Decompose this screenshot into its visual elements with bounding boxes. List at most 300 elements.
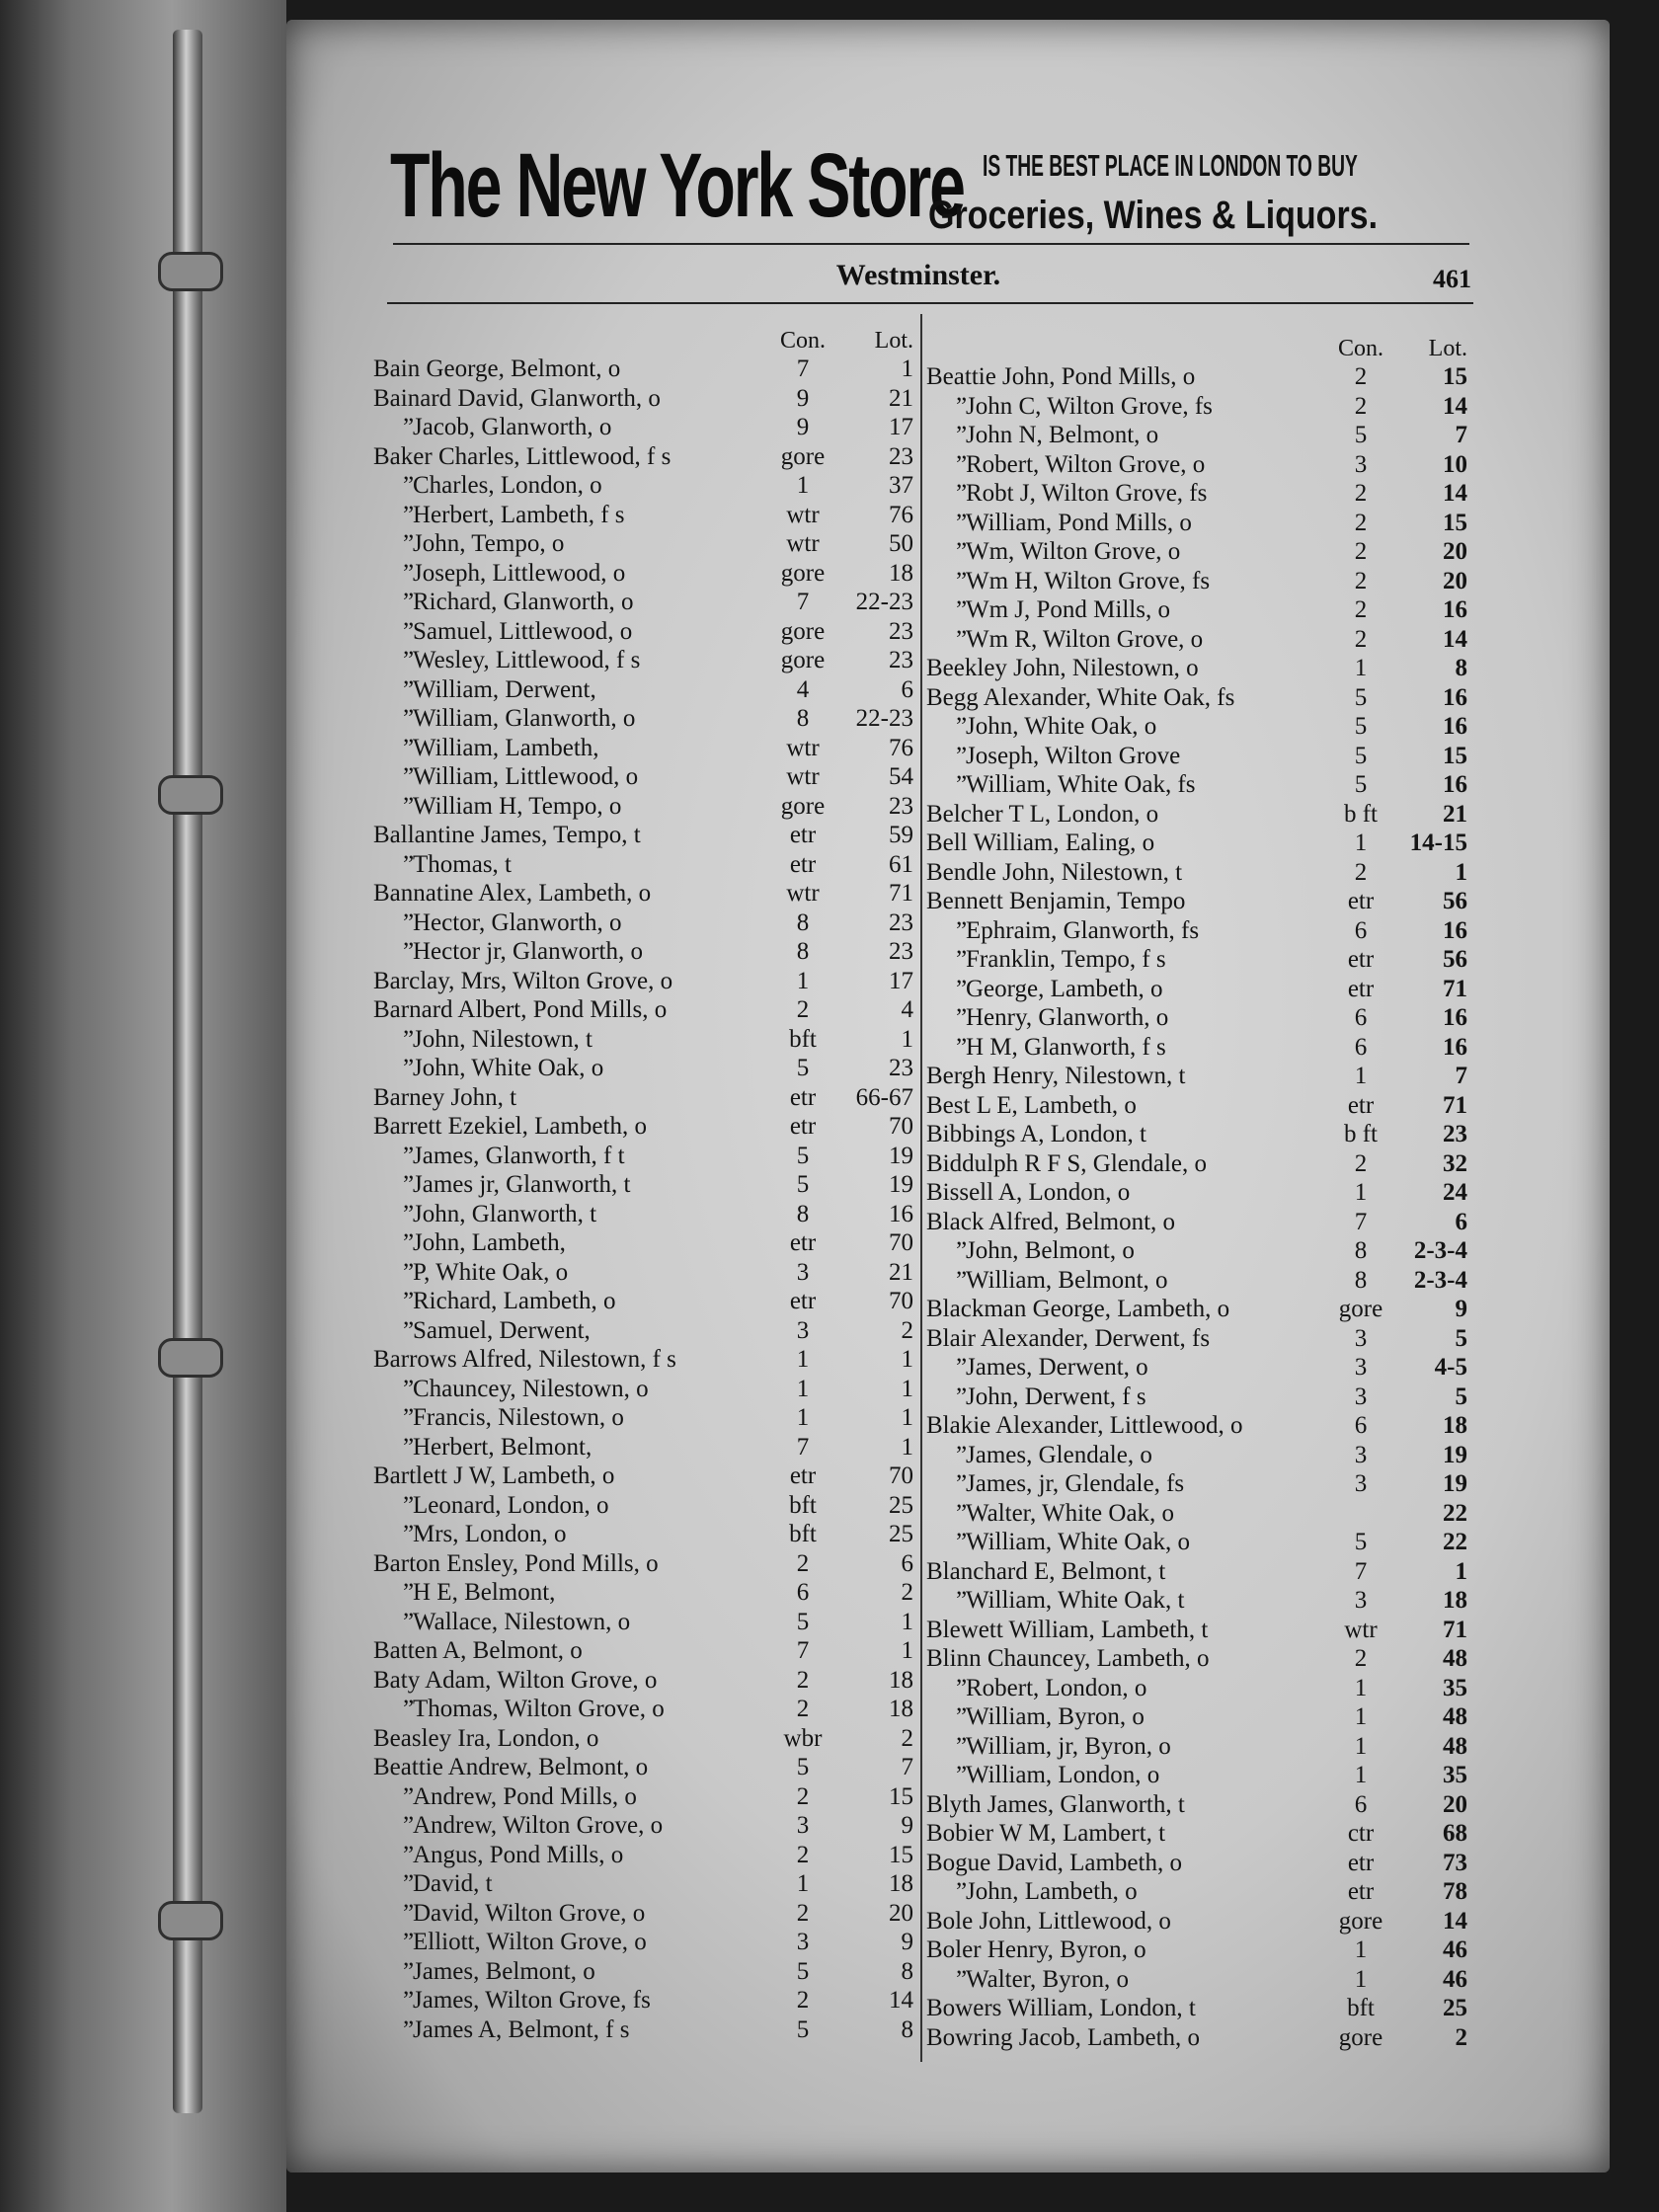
- ditto-mark: ”: [403, 1812, 415, 1839]
- entry-lot: 16: [1443, 771, 1467, 798]
- ditto-mark: ”: [403, 1579, 415, 1606]
- directory-entry: [926, 1645, 1469, 1675]
- ditto-mark: ”: [403, 1899, 415, 1927]
- entry-lot: 16: [1443, 596, 1467, 623]
- directory-entry: [926, 1617, 1469, 1646]
- entry-concession: 1: [1354, 1703, 1368, 1730]
- entry-lot: 1: [901, 1346, 913, 1373]
- entry-concession: 2: [1354, 567, 1368, 594]
- ditto-mark: ”: [403, 589, 415, 615]
- entry-name: Hector jr, Glanworth, o: [413, 938, 643, 965]
- directory-entry: [373, 1346, 911, 1376]
- directory-entry: [373, 1229, 911, 1259]
- directory-entry: [926, 1092, 1469, 1122]
- directory-entry: [926, 713, 1469, 743]
- entry-concession: etr: [789, 822, 817, 848]
- section-rule: [387, 302, 1473, 304]
- directory-entry: [926, 451, 1469, 481]
- entry-name: Thomas, t: [413, 850, 512, 878]
- ditto-mark: ”: [956, 480, 968, 507]
- entry-name: Herbert, Lambeth, f s: [413, 501, 625, 528]
- ditto-mark: ”: [403, 530, 415, 557]
- entry-name: James, Derwent, o: [966, 1354, 1148, 1381]
- binder-spine: [173, 30, 202, 2113]
- header-rule: [393, 243, 1469, 245]
- directory-entry: [926, 510, 1469, 539]
- directory-entry: [373, 1550, 911, 1580]
- entry-name: Joseph, Wilton Grove: [966, 742, 1181, 769]
- entry-name: John, White Oak, o: [966, 713, 1157, 740]
- entry-name: Leonard, London, o: [413, 1491, 609, 1519]
- entry-lot: 1: [901, 1637, 913, 1664]
- entry-lot: 23: [889, 442, 913, 470]
- directory-entry: [373, 938, 911, 968]
- directory-entry: [373, 560, 911, 590]
- entry-lot: 15: [1443, 363, 1467, 390]
- entry-lot: 16: [1443, 1033, 1467, 1061]
- entry-concession: 2: [1354, 538, 1368, 565]
- entry-name: John, White Oak, o: [413, 1055, 604, 1081]
- entry-lot: 7: [1455, 1063, 1467, 1089]
- directory-entry: [926, 1470, 1469, 1500]
- entry-concession: 1: [1354, 1762, 1368, 1788]
- entry-concession: etr: [1347, 1849, 1375, 1876]
- ditto-mark: ”: [956, 422, 968, 448]
- entry-concession: 5: [796, 1957, 810, 1985]
- column-header: [926, 336, 1469, 363]
- entry-name: Barney John, t: [373, 1083, 517, 1111]
- entry-concession: 5: [796, 1171, 810, 1198]
- entry-name: Blyth James, Glanworth, t: [926, 1790, 1185, 1818]
- entry-concession: 5: [1354, 1529, 1368, 1555]
- page-number: 461: [1433, 265, 1471, 293]
- entry-concession: bft: [789, 1521, 817, 1547]
- entry-name: Robert, Wilton Grove, o: [966, 450, 1206, 478]
- entry-lot: 70: [889, 1288, 913, 1314]
- entry-name: Robert, London, o: [966, 1674, 1147, 1701]
- directory-entry: [373, 1958, 911, 1988]
- entry-lot: 68: [1443, 1820, 1467, 1847]
- entry-name: Blakie Alexander, Littlewood, o: [926, 1412, 1243, 1439]
- directory-entry: [926, 976, 1469, 1005]
- entry-name: Wm, Wilton Grove, o: [966, 538, 1181, 565]
- directory-entry: [373, 1492, 911, 1522]
- entry-concession: etr: [1347, 1091, 1375, 1119]
- ditto-mark: ”: [403, 1025, 415, 1053]
- entry-concession: 3: [1354, 1324, 1368, 1352]
- entry-concession: 1: [1354, 1063, 1368, 1089]
- directory-entry: [373, 1113, 911, 1143]
- store-goods: Groceries, Wines & Liquors.: [928, 194, 1379, 237]
- entry-lot: 71: [1443, 1616, 1467, 1643]
- entry-lot: 14: [1443, 392, 1467, 420]
- entry-concession: etr: [1347, 946, 1375, 973]
- entry-concession: 8: [796, 938, 810, 965]
- directory-entry: [373, 1783, 911, 1813]
- entry-name: Black Alfred, Belmont, o: [926, 1208, 1176, 1235]
- entry-lot: 16: [1443, 713, 1467, 740]
- directory-entry: [373, 1900, 911, 1930]
- entry-name: Richard, Glanworth, o: [413, 589, 634, 615]
- entry-concession: wtr: [786, 734, 820, 761]
- entry-name: William, White Oak, t: [966, 1587, 1185, 1614]
- entry-concession: gore: [780, 442, 826, 470]
- entry-lot: 61: [889, 850, 913, 878]
- ditto-mark: ”: [956, 1965, 968, 1993]
- entry-concession: 5: [1354, 713, 1368, 740]
- entry-lot: 16: [1443, 916, 1467, 944]
- ditto-mark: ”: [403, 1288, 415, 1314]
- directory-entry: [926, 1063, 1469, 1092]
- entry-concession: 2: [796, 996, 810, 1023]
- entry-name: Best L E, Lambeth, o: [926, 1091, 1137, 1119]
- entry-name: Bartlett J W, Lambeth, o: [373, 1462, 615, 1489]
- entry-concession: 9: [796, 414, 810, 440]
- entry-concession: 7: [1354, 1208, 1368, 1235]
- entry-lot: 17: [889, 967, 913, 994]
- entry-concession: gore: [1338, 2023, 1383, 2051]
- ditto-mark: ”: [956, 1033, 968, 1061]
- ditto-mark: ”: [956, 1878, 968, 1905]
- ditto-mark: ”: [403, 1375, 415, 1402]
- entry-concession: etr: [789, 1288, 817, 1314]
- entry-name: John, Glanworth, t: [413, 1200, 597, 1227]
- entry-concession: 6: [1354, 1004, 1368, 1031]
- ditto-mark: ”: [403, 763, 415, 790]
- entry-concession: 6: [1354, 1033, 1368, 1061]
- directory-entry: [926, 596, 1469, 626]
- entry-lot: 1: [901, 1025, 913, 1053]
- entry-name: Bendle John, Nilestown, t: [926, 858, 1183, 886]
- entry-concession: 1: [796, 1404, 810, 1431]
- entry-concession: wtr: [786, 501, 820, 528]
- ditto-mark: ”: [956, 625, 968, 653]
- ditto-mark: ”: [403, 559, 415, 587]
- entry-lot: 14: [889, 1987, 913, 2014]
- ditto-mark: ”: [403, 1608, 415, 1635]
- directory-entry: [926, 830, 1469, 859]
- ditto-mark: ”: [403, 1229, 415, 1256]
- entry-name: Hector, Glanworth, o: [413, 908, 622, 936]
- ditto-mark: ”: [403, 1404, 415, 1431]
- entry-concession: 4: [796, 675, 810, 703]
- entry-lot: 76: [889, 734, 913, 761]
- entry-concession: etr: [1347, 975, 1375, 1002]
- entry-name: Wallace, Nilestown, o: [413, 1608, 631, 1635]
- ditto-mark: ”: [956, 1470, 968, 1497]
- directory-entry: [926, 1791, 1469, 1821]
- entry-lot: 15: [1443, 742, 1467, 769]
- ditto-mark: ”: [956, 1529, 968, 1555]
- entry-lot: 2: [901, 1316, 913, 1344]
- entry-concession: bft: [1347, 1995, 1375, 2021]
- binder-ring: [158, 775, 223, 815]
- ditto-mark: ”: [403, 1258, 415, 1286]
- ditto-mark: ”: [956, 916, 968, 944]
- entry-lot: 48: [1443, 1645, 1467, 1672]
- directory-entry: [926, 1966, 1469, 1996]
- ditto-mark: ”: [956, 596, 968, 623]
- entry-lot: 19: [1443, 1441, 1467, 1468]
- entry-lot: 1: [901, 1404, 913, 1431]
- directory-entry: [926, 1442, 1469, 1471]
- ditto-mark: ”: [956, 1703, 968, 1730]
- entry-lot: 18: [1443, 1412, 1467, 1439]
- entry-concession: 2: [1354, 1645, 1368, 1672]
- entry-name: Blanchard E, Belmont, t: [926, 1557, 1166, 1585]
- directory-entry: [926, 859, 1469, 889]
- entry-lot: 16: [889, 1200, 913, 1227]
- entry-lot: 71: [1443, 975, 1467, 1002]
- entry-concession: 1: [1354, 1179, 1368, 1206]
- entry-lot: 16: [1443, 1004, 1467, 1031]
- entry-concession: wtr: [786, 763, 820, 790]
- entry-lot: 23: [889, 938, 913, 965]
- entry-name: James, Glanworth, f t: [413, 1142, 625, 1169]
- entry-name: John, Derwent, f s: [966, 1382, 1146, 1410]
- entry-name: David, t: [413, 1870, 493, 1897]
- ditto-mark: ”: [956, 567, 968, 594]
- entry-concession: etr: [1347, 888, 1375, 914]
- directory-entry: [926, 1500, 1469, 1530]
- entry-lot: 56: [1443, 946, 1467, 973]
- entry-name: Charles, London, o: [413, 472, 602, 499]
- entry-concession: bft: [789, 1025, 817, 1053]
- entry-name: Barclay, Mrs, Wilton Grove, o: [373, 967, 673, 994]
- ditto-mark: ”: [956, 1382, 968, 1410]
- directory-entry: [373, 356, 911, 385]
- entry-lot: 21: [1443, 800, 1467, 828]
- ditto-mark: ”: [956, 509, 968, 536]
- entry-lot: 7: [1455, 422, 1467, 448]
- entry-name: Biddulph R F S, Glendale, o: [926, 1149, 1208, 1177]
- entry-concession: 5: [796, 2015, 810, 2043]
- entry-concession: 5: [1354, 771, 1368, 798]
- entry-name: P, White Oak, o: [413, 1258, 569, 1286]
- entry-lot: 18: [889, 1870, 913, 1897]
- entry-concession: 1: [796, 1346, 810, 1373]
- entry-lot: 23: [889, 792, 913, 820]
- entry-lot: 10: [1443, 450, 1467, 478]
- directory-entry: [926, 1675, 1469, 1704]
- ditto-mark: ”: [403, 1696, 415, 1722]
- directory-entry: [373, 968, 911, 997]
- ditto-mark: ”: [403, 850, 415, 878]
- entry-concession: 7: [796, 1433, 810, 1461]
- entry-lot: 15: [889, 1782, 913, 1810]
- directory-entry: [926, 1703, 1469, 1733]
- ditto-mark: ”: [403, 734, 415, 761]
- directory-entry: [926, 801, 1469, 830]
- directory-entry: [373, 676, 911, 706]
- entry-lot: 66-67: [855, 1083, 913, 1111]
- entry-concession: etr: [789, 1462, 817, 1489]
- directory-entry: [373, 705, 911, 735]
- ditto-mark: ”: [956, 771, 968, 798]
- entry-concession: wbr: [783, 1724, 823, 1752]
- ditto-mark: ”: [403, 792, 415, 820]
- directory-entry: [373, 1637, 911, 1667]
- entry-concession: 2: [1354, 625, 1368, 653]
- directory-entry: [926, 1995, 1469, 2024]
- entry-lot: 23: [889, 617, 913, 645]
- directory-entry: [373, 1812, 911, 1842]
- entry-name: John C, Wilton Grove, fs: [966, 392, 1213, 420]
- entry-concession: 3: [1354, 1382, 1368, 1410]
- entry-name: Elliott, Wilton Grove, o: [413, 1929, 647, 1955]
- entry-lot: 46: [1443, 1936, 1467, 1963]
- ditto-mark: ”: [403, 1316, 415, 1344]
- entry-lot: 7: [901, 1754, 913, 1780]
- entry-name: George, Lambeth, o: [966, 975, 1163, 1002]
- entry-name: Andrew, Pond Mills, o: [413, 1782, 637, 1810]
- ditto-mark: ”: [956, 392, 968, 420]
- entry-concession: 8: [796, 1200, 810, 1227]
- entry-concession: gore: [780, 792, 826, 820]
- entry-name: John N, Belmont, o: [966, 422, 1159, 448]
- running-head: Westminster.: [835, 259, 1001, 291]
- entry-concession: 2: [796, 1549, 810, 1577]
- entry-name: Bogue David, Lambeth, o: [926, 1849, 1182, 1876]
- entry-name: Bennett Benjamin, Tempo: [926, 888, 1186, 914]
- entry-concession: bft: [789, 1491, 817, 1519]
- entry-name: Bobier W M, Lambert, t: [926, 1820, 1166, 1847]
- entry-lot: 15: [1443, 509, 1467, 536]
- entry-concession: 6: [1354, 1412, 1368, 1439]
- column-header: [373, 328, 911, 356]
- entry-name: Samuel, Derwent,: [413, 1316, 591, 1344]
- entry-concession: b ft: [1343, 800, 1379, 828]
- entry-concession: 5: [1354, 683, 1368, 711]
- entry-name: Barrett Ezekiel, Lambeth, o: [373, 1113, 647, 1140]
- entry-name: Walter, Byron, o: [966, 1965, 1130, 1993]
- entry-name: Boler Henry, Byron, o: [926, 1936, 1146, 1963]
- ditto-mark: ”: [403, 705, 415, 732]
- entry-concession: 2: [1354, 363, 1368, 390]
- entry-concession: wtr: [1344, 1616, 1378, 1643]
- entry-name: James, Belmont, o: [413, 1957, 595, 1985]
- directory-entry: [926, 568, 1469, 597]
- directory-entry: [373, 443, 911, 473]
- entry-lot: 15: [889, 1841, 913, 1868]
- entry-lot: 35: [1443, 1762, 1467, 1788]
- entry-lot: 16: [1443, 683, 1467, 711]
- entry-lot: 4-5: [1434, 1354, 1467, 1381]
- ditto-mark: ”: [956, 742, 968, 769]
- entry-concession: 1: [1354, 655, 1368, 681]
- entry-concession: 3: [1354, 1470, 1368, 1497]
- entry-concession: 1: [1354, 1936, 1368, 1963]
- entry-lot: 23: [1443, 1121, 1467, 1147]
- entry-lot: 54: [889, 763, 913, 790]
- entry-lot: 1: [901, 1608, 913, 1635]
- entry-name: James, Glendale, o: [966, 1441, 1152, 1468]
- entry-lot: 37: [889, 472, 913, 499]
- directory-entry: [373, 822, 911, 851]
- entry-name: Wm R, Wilton Grove, o: [966, 625, 1204, 653]
- entry-name: Mrs, London, o: [413, 1521, 567, 1547]
- entry-name: Herbert, Belmont,: [413, 1433, 592, 1461]
- ditto-mark: ”: [956, 1762, 968, 1788]
- entry-name: Begg Alexander, White Oak, fs: [926, 683, 1235, 711]
- entry-concession: 3: [1354, 450, 1368, 478]
- entry-name: William, Byron, o: [966, 1703, 1145, 1730]
- directory-entry: [373, 1317, 911, 1347]
- entry-lot: 70: [889, 1462, 913, 1489]
- entry-lot: 19: [889, 1142, 913, 1169]
- ditto-mark: ”: [403, 617, 415, 645]
- ditto-mark: ”: [403, 675, 415, 703]
- entry-concession: 2: [796, 1987, 810, 2014]
- entry-lot: 14: [1443, 625, 1467, 653]
- entry-name: John, Lambeth,: [413, 1229, 566, 1256]
- entry-name: Bissell A, London, o: [926, 1179, 1131, 1206]
- entry-lot: 18: [1443, 1587, 1467, 1614]
- entry-lot: 70: [889, 1229, 913, 1256]
- entry-name: Bain George, Belmont, o: [373, 356, 621, 382]
- entry-name: Angus, Pond Mills, o: [413, 1841, 624, 1868]
- directory-entry: [926, 1004, 1469, 1034]
- entry-concession: 7: [796, 356, 810, 382]
- ditto-mark: ”: [403, 1433, 415, 1461]
- directory-entry: [926, 422, 1469, 451]
- entry-lot: 20: [1443, 1790, 1467, 1818]
- entry-concession: wtr: [786, 880, 820, 907]
- entry-name: Blackman George, Lambeth, o: [926, 1296, 1230, 1322]
- ditto-mark: ”: [956, 1732, 968, 1760]
- entry-name: Bannatine Alex, Lambeth, o: [373, 880, 652, 907]
- entry-lot: 35: [1443, 1674, 1467, 1701]
- directory-entry: [926, 1179, 1469, 1209]
- ditto-mark: ”: [956, 1354, 968, 1381]
- entry-concession: 3: [1354, 1587, 1368, 1614]
- entry-lot: 20: [1443, 567, 1467, 594]
- entry-concession: 5: [1354, 742, 1368, 769]
- entry-lot: 14: [1443, 1907, 1467, 1935]
- ditto-mark: ”: [956, 713, 968, 740]
- directory-entry: [926, 1267, 1469, 1297]
- entry-lot: 24: [1443, 1179, 1467, 1206]
- entry-concession: 2: [796, 1666, 810, 1694]
- entry-name: Robt J, Wilton Grove, fs: [966, 480, 1208, 507]
- directory-entry: [926, 1850, 1469, 1879]
- entry-lot: 22-23: [855, 705, 913, 732]
- entry-lot: 1: [901, 1375, 913, 1402]
- entry-lot: 19: [889, 1171, 913, 1198]
- ditto-mark: ”: [403, 938, 415, 965]
- entry-concession: 3: [796, 1812, 810, 1839]
- entry-concession: 7: [1354, 1557, 1368, 1585]
- ditto-mark: ”: [956, 1441, 968, 1468]
- ditto-mark: ”: [403, 414, 415, 440]
- entry-lot: 5: [1455, 1382, 1467, 1410]
- entry-concession: 3: [796, 1316, 810, 1344]
- store-advertisement: [390, 136, 1476, 250]
- entry-concession: 8: [1354, 1266, 1368, 1294]
- entry-name: Joseph, Littlewood, o: [413, 559, 626, 587]
- directory-entry: [373, 1434, 911, 1463]
- directory-entry: [926, 538, 1469, 568]
- directory-entry: [926, 1936, 1469, 1966]
- entry-name: Richard, Lambeth, o: [413, 1288, 616, 1314]
- entry-name: Bowers William, London, t: [926, 1995, 1196, 2021]
- directory-entry: [373, 1725, 911, 1755]
- entry-concession: 7: [796, 1637, 810, 1664]
- entry-concession: 2: [796, 1899, 810, 1927]
- entry-concession: 2: [1354, 596, 1368, 623]
- entry-name: William, White Oak, fs: [966, 771, 1196, 798]
- directory-entry: [373, 880, 911, 909]
